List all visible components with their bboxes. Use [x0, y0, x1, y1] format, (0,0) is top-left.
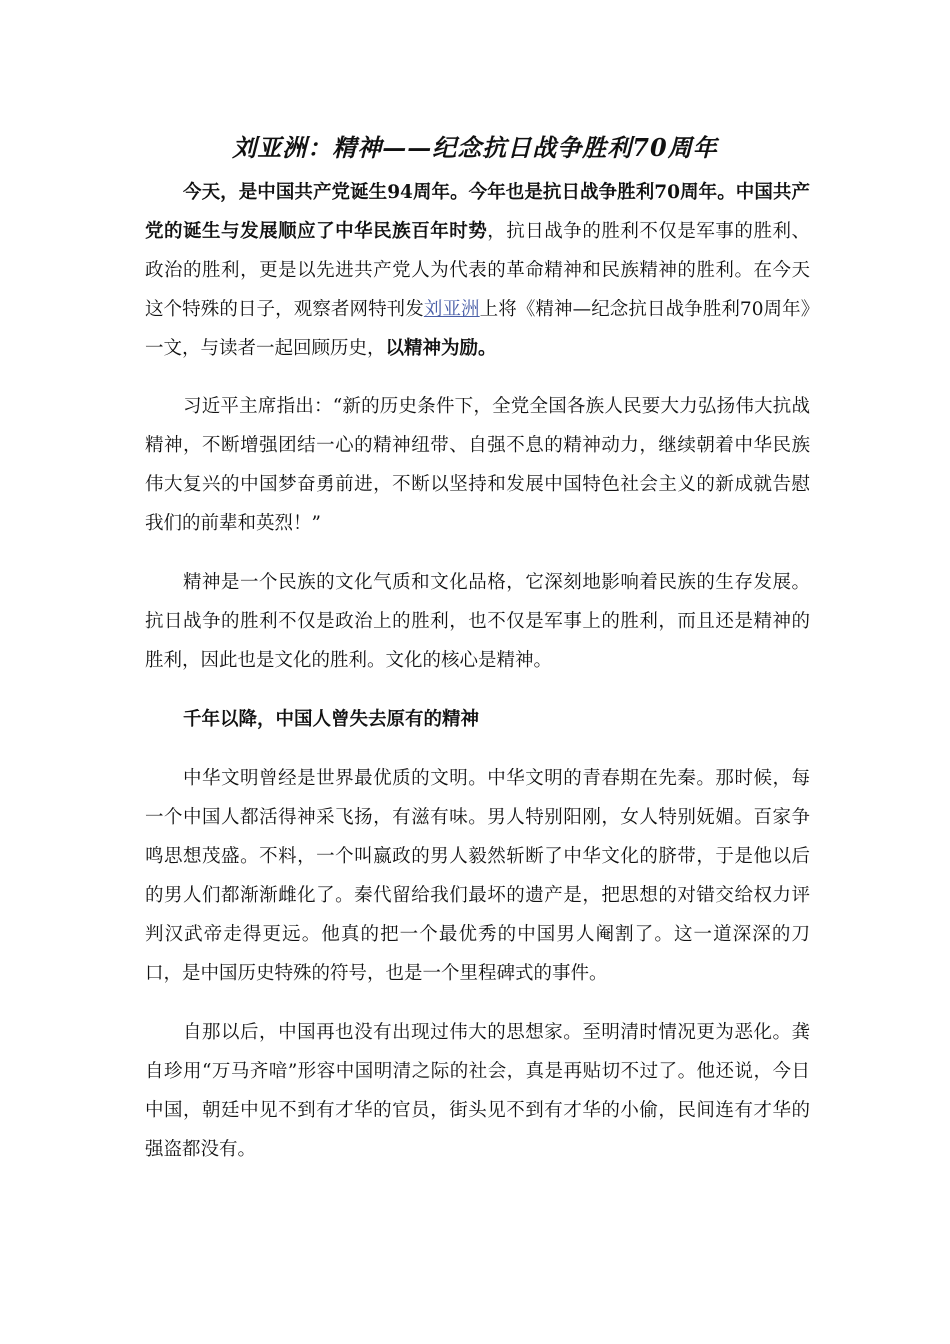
intro-tail-bold: 以精神为励。 — [385, 338, 497, 359]
civilization-paragraph: 中华文明曾经是世界最优质的文明。中华文明的青春期在先秦。那时候，每一个中国人都活得神采飞扬，有滋有味。男人特别阳刚，女人特别妩媚。百家争鸣思想茂盛。不料，一个叫嬴政的男人毅然斩断了中华文化的脐带，于是他以后的男人们都渐渐雌化了。秦代留给我们最坏的遗产是，把思想的对错交给权力评判汉武帝走得更远。他真的把一个最优秀的中国男人阉割了。这一道深深的刀口，是中国历史特殊的符号，也是一个里程碑式的事件。 — [145, 768, 810, 984]
aftermath-paragraph: 自那以后，中国再也没有出现过伟大的思想家。至明清时情况更为恶化。龚自珍用“万马齐喑”形容中国明清之际的社会，真是再贴切不过了。他还说，今日中国，朝廷中见不到有才华的官员，街头见不到有才华的小偷，民间连有才华的强盗都没有。 — [145, 1022, 810, 1160]
quote-paragraph: 习近平主席指出：“新的历史条件下，全党全国各族人民要大力弘扬伟大抗战精神，不断增强团结一心的精神纽带、自强不息的精神动力，继续朝着中华民族伟大复兴的中国梦奋勇前进，不断以坚持和发展中国特色社会主义的新成就告慰我们的前辈和英烈！” — [145, 396, 810, 534]
spirit-paragraph: 精神是一个民族的文化气质和文化品格，它深刻地影响着民族的生存发展。抗日战争的胜利不仅是政治上的胜利，也不仅是军事上的胜利，而且还是精神的胜利，因此也是文化的胜利。文化的核心是精神。 — [145, 572, 810, 671]
intro-paragraph — [145, 173, 810, 368]
author-link[interactable]: 刘亚洲 — [423, 299, 480, 320]
section-heading: 千年以降，中国人曾失去原有的精神 — [183, 709, 480, 730]
intro-lead-bold: 今天，是中国共产党诞生94周年。今年也是抗日战争胜利70周年。中国共产党的诞生与发展顺应了中华民族百年时势 — [145, 182, 810, 242]
document-title: 刘亚洲：精神——纪念抗日战争胜利70周年 — [232, 133, 718, 162]
intro-text: ，抗日战争的胜利不仅是军事的胜利、政治的胜利，更是以先进共产党人为代表的革命精神和民族精神的胜利。在今天这个特殊的日子，观察者网特刊发 — [145, 221, 810, 320]
intro-text-after-link: 上将《精神—纪念抗日战争胜利70周年》一文，与读者一起回顾历史， — [145, 299, 810, 359]
document-body — [145, 173, 810, 1189]
